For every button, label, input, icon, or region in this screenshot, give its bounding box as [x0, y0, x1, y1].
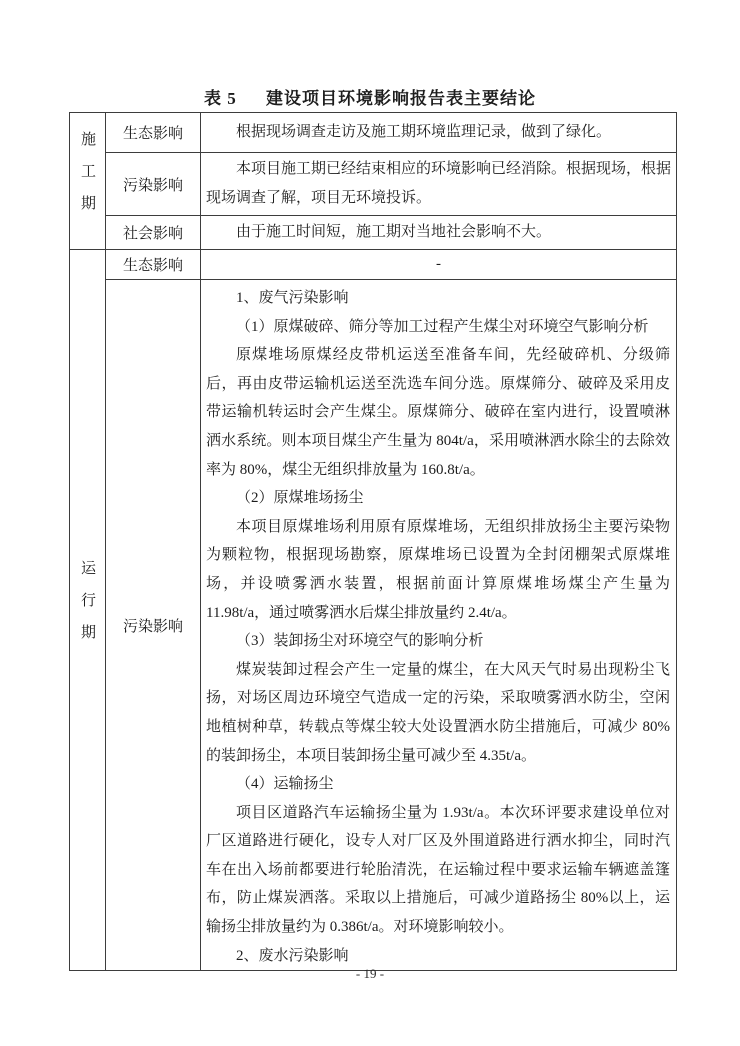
content-cell-pollution-operation	[201, 280, 677, 971]
category-cell-eco-construction	[106, 113, 201, 153]
content-cell-social-construction	[201, 216, 677, 250]
period-label-operation: 运行期	[79, 559, 95, 656]
paragraph-water-heading: 2、废水污染影响	[236, 947, 349, 964]
period-label-construction: 施工期	[79, 130, 95, 227]
table-title-text: 建设项目环境影响报告表主要结论	[266, 89, 536, 108]
content-cell-pollution-construction	[201, 153, 677, 216]
paragraph-item3-heading: （3）装卸扬尘对环境空气的影响分析	[236, 633, 484, 650]
category-label: 生态影响	[122, 126, 183, 142]
paragraph-item1-heading: （1）原煤破碎、筛分等加工过程产生煤尘对环境空气影响分析	[236, 318, 649, 335]
table-row-eco-construction	[70, 113, 677, 153]
content-cell-eco-operation	[201, 250, 677, 280]
conclusions-table	[69, 112, 677, 971]
category-cell-pollution-operation	[106, 280, 201, 971]
category-label: 污染影响	[122, 177, 183, 194]
category-cell-eco-operation	[106, 250, 201, 280]
content-cell-eco-construction	[201, 113, 677, 153]
category-label: 社会影响	[122, 226, 183, 242]
category-cell-social-construction	[106, 216, 201, 250]
content-text: 根据现场调查走访及施工期环境监理记录，做到了绿化。	[236, 124, 612, 140]
category-label: 污染影响	[122, 618, 183, 635]
content-text: 由于施工时间短，施工期对当地社会影响不大。	[236, 224, 552, 240]
paragraph-gas-heading: 1、废气污染影响	[236, 290, 349, 306]
paragraph-item4-body: 项目区道路汽车运输扬尘量为 1.93t/a。本次环评要求建设单位对厂区道路进行硬化，设专人对厂区及外围道路进行洒水抑尘，同时汽车在出入场前都要进行轮胎清洗，在运输过程中要求运输车辆遮盖篷布，防止煤炭洒落。采取以上措施后，可减少道路扬尘 80%以上，运输扬尘排放量约为 0.386t/a。对环境影响较小。	[206, 804, 670, 936]
table-number-label: 表 5	[204, 89, 237, 108]
paragraph-item2-body: 本项目原煤堆场利用原有原煤堆场，无组织排放扬尘主要污染物为颗粒物，根据现场勘察，原煤堆场已设置为全封闭棚架式原煤堆场，并设喷雾洒水装置，根据前面计算原煤堆场煤尘产生量为 11.98t/a，通过喷雾洒水后煤尘排放量约 2.4t/a。	[206, 518, 670, 621]
paragraph-item1-body: 原煤堆场原煤经皮带机运送至准备车间，先经破碎机、分级筛后，再由皮带运输机运送至洗选车间分选。原煤筛分、破碎及采用皮带运输机转运时会产生煤尘。原煤筛分、破碎在室内进行，设置喷淋洒水系统。则本项目煤尘产生量为 804t/a，采用喷淋洒水除尘的去除效率为 80%，煤尘无组织排放量为 160.8t/a。	[206, 347, 670, 478]
period-cell-operation	[70, 250, 106, 971]
table-row-pollution-operation	[70, 280, 677, 971]
table-row-eco-operation	[70, 250, 677, 280]
table-row-social-construction	[70, 216, 677, 250]
paragraph-item4-heading: （4）运输扬尘	[236, 776, 334, 793]
paragraph-item2-heading: （2）原煤堆场扬尘	[236, 490, 364, 507]
content-dash: -	[436, 256, 441, 272]
category-label: 生态影响	[122, 258, 183, 274]
page-number: - 19 -	[355, 966, 385, 981]
period-cell-construction	[70, 113, 106, 250]
content-text: 本项目施工期已经结束相应的环境影响已经消除。根据现场，根据现场调查了解，项目无环境投诉。	[206, 161, 672, 206]
table-row-pollution-construction	[70, 153, 677, 216]
category-cell-pollution-construction	[106, 153, 201, 216]
paragraph-item3-body: 煤炭装卸过程会产生一定量的煤尘，在大风天气时易出现粉尘飞扬，对场区周边环境空气造成一定的污染，采取喷雾洒水防尘，空闲地植树种草，转载点等煤尘较大处设置洒水防尘措施后，可减少 80%的装卸扬尘，本项目装卸扬尘量可减少至 4.35t/a。	[206, 661, 670, 764]
page-title	[0, 84, 740, 109]
